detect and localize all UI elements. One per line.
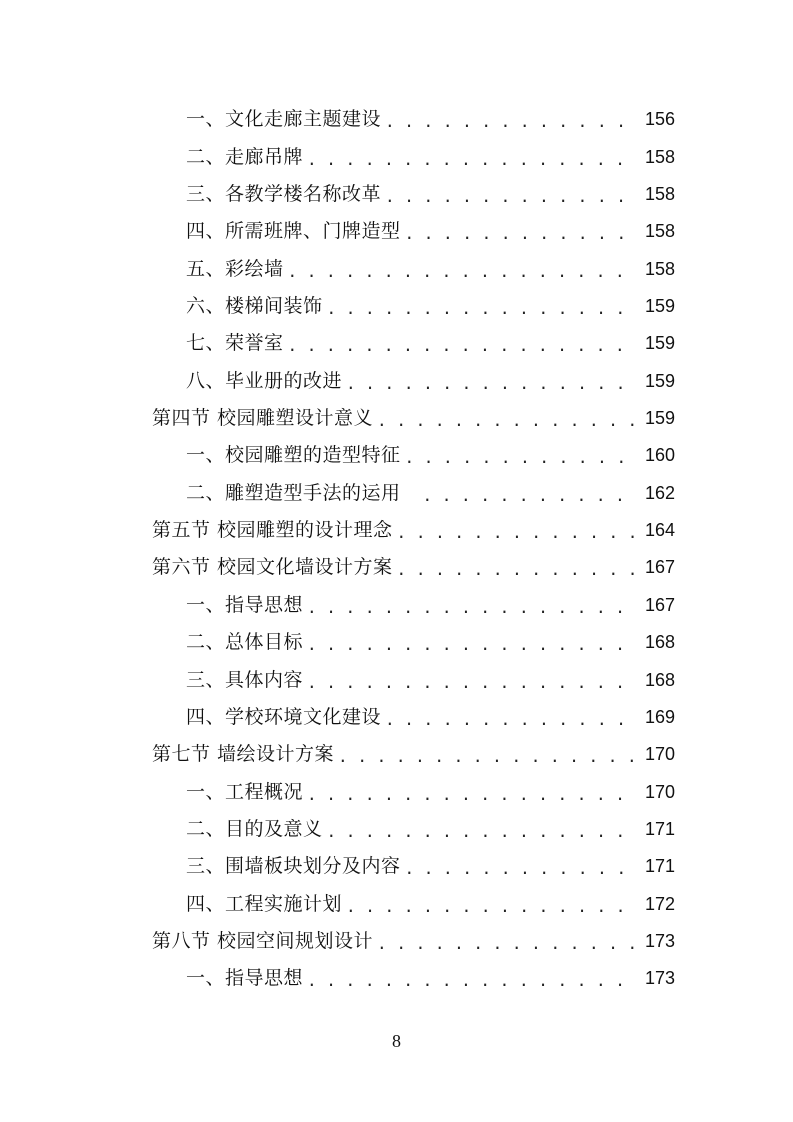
toc-entry[interactable] <box>152 960 675 997</box>
toc-entry[interactable] <box>152 886 675 923</box>
toc-entry-title: 五、彩绘墙 <box>186 257 284 280</box>
toc-entry-page: 158 <box>644 146 675 167</box>
toc-entry[interactable] <box>152 437 675 474</box>
toc-entry-title: 第七节 墙绘设计方案 <box>152 743 335 766</box>
toc-entry-title: 七、荣誉室 <box>186 332 284 355</box>
toc-entry[interactable] <box>152 661 675 698</box>
dot-leader <box>377 402 635 439</box>
toc-entry-title: 四、工程实施计划 <box>186 892 343 915</box>
dot-leader <box>338 738 635 775</box>
toc-entry-title: 二、总体目标 <box>186 631 304 654</box>
toc-entry[interactable] <box>152 213 675 250</box>
dot-leader <box>346 888 635 925</box>
dot-leader <box>405 850 635 887</box>
toc-entry[interactable] <box>152 101 675 138</box>
toc-entry-title: 一、指导思想 <box>186 967 304 990</box>
dot-leader <box>307 141 635 178</box>
toc-entry-page: 159 <box>644 295 675 316</box>
toc-entry-title: 第四节 校园雕塑设计意义 <box>152 407 374 430</box>
toc-entry-title: 八、毕业册的改进 <box>186 369 343 392</box>
toc-entry-title: 三、各教学楼名称改革 <box>186 182 382 205</box>
toc-entry-page: 160 <box>644 445 675 466</box>
toc-entry-title: 一、校园雕塑的造型特征 <box>186 444 401 467</box>
toc-entry-page: 159 <box>644 333 675 354</box>
toc-entry-title: 三、具体内容 <box>186 668 304 691</box>
dot-leader <box>377 925 635 962</box>
toc-entry-title: 二、目的及意义 <box>186 818 323 840</box>
dot-leader <box>327 813 635 850</box>
toc-entry-page: 170 <box>644 744 675 765</box>
toc-entry-page: 173 <box>644 968 675 989</box>
toc-entry-title: 第五节 校园雕塑的设计理念 <box>152 519 393 542</box>
toc-entry-title: 一、指导思想 <box>186 593 304 616</box>
toc-entry[interactable] <box>152 587 675 624</box>
toc-entry[interactable] <box>152 773 675 810</box>
toc-entry-page: 158 <box>644 183 675 204</box>
dot-leader <box>385 103 635 140</box>
toc-entry[interactable] <box>152 138 675 175</box>
toc-entry[interactable] <box>152 288 675 325</box>
toc-entry[interactable] <box>152 699 675 736</box>
toc-entry-page: 167 <box>644 594 675 615</box>
dot-leader <box>346 365 635 402</box>
dot-leader <box>385 701 635 738</box>
dot-leader <box>307 962 635 999</box>
toc-entry-page: 167 <box>644 557 675 578</box>
toc-entry-title: 第六节 校园文化墙设计方案 <box>152 556 393 579</box>
toc-entry-title: 二、走廊吊牌 <box>186 145 304 168</box>
toc-entry[interactable] <box>152 475 675 512</box>
toc-entry[interactable] <box>152 176 675 213</box>
toc-entry-page: 164 <box>644 520 675 541</box>
toc-entry-page: 159 <box>644 370 675 391</box>
toc-entry-page: 168 <box>644 632 675 653</box>
toc-entry-page: 170 <box>644 781 675 802</box>
dot-leader <box>405 439 635 476</box>
toc-entry[interactable] <box>152 363 675 400</box>
toc-section-entry[interactable] <box>152 549 675 586</box>
dot-leader <box>405 215 635 252</box>
toc-section-entry[interactable] <box>152 736 675 773</box>
toc-entry-page: 156 <box>644 109 675 130</box>
toc-entry-title: 六、楼梯间装饰 <box>186 294 323 317</box>
dot-leader <box>307 626 635 663</box>
toc-section-entry[interactable] <box>152 923 675 960</box>
dot-leader <box>307 664 635 701</box>
toc-entry[interactable] <box>152 325 675 362</box>
page-number: 8 <box>392 1031 401 1051</box>
dot-leader <box>307 776 635 813</box>
dot-leader <box>397 551 635 588</box>
toc-section-entry[interactable] <box>152 512 675 549</box>
dot-leader <box>385 178 635 215</box>
toc-entry-title: 三、围墙板块划分及内容 <box>186 855 401 878</box>
toc-entry-page: 162 <box>644 482 675 503</box>
toc-entry-title: 第八节 校园空间规划设计 <box>152 930 374 953</box>
toc-entry-title: 一、文化走廊主题建设 <box>186 108 382 131</box>
dot-leader <box>307 589 635 626</box>
toc-entry-page: 158 <box>644 258 675 279</box>
dot-leader <box>327 290 635 327</box>
toc-entry-title: 二、雕塑造型手法的运用 <box>186 481 401 504</box>
dot-leader <box>397 514 635 551</box>
table-of-contents <box>152 101 675 998</box>
toc-entry-page: 173 <box>644 931 675 952</box>
toc-entry[interactable] <box>152 624 675 661</box>
dot-leader <box>288 327 635 364</box>
toc-entry-page: 158 <box>644 221 675 242</box>
toc-entry[interactable] <box>152 250 675 287</box>
dot-leader <box>288 253 635 290</box>
toc-entry-page: 171 <box>644 856 675 877</box>
toc-entry-page: 168 <box>644 669 675 690</box>
toc-entry-page: 171 <box>644 819 675 839</box>
toc-entry-page: 159 <box>644 408 675 429</box>
toc-entry-title: 一、工程概况 <box>186 780 304 803</box>
dot-leader <box>423 477 635 514</box>
toc-section-entry[interactable] <box>152 400 675 437</box>
toc-entry-page: 169 <box>644 706 675 727</box>
toc-entry[interactable] <box>152 811 675 848</box>
toc-entry-page: 172 <box>644 893 675 914</box>
toc-entry-title: 四、学校环境文化建设 <box>186 705 382 728</box>
toc-entry-title: 四、所需班牌、门牌造型 <box>186 220 401 243</box>
toc-entry[interactable] <box>152 848 675 885</box>
